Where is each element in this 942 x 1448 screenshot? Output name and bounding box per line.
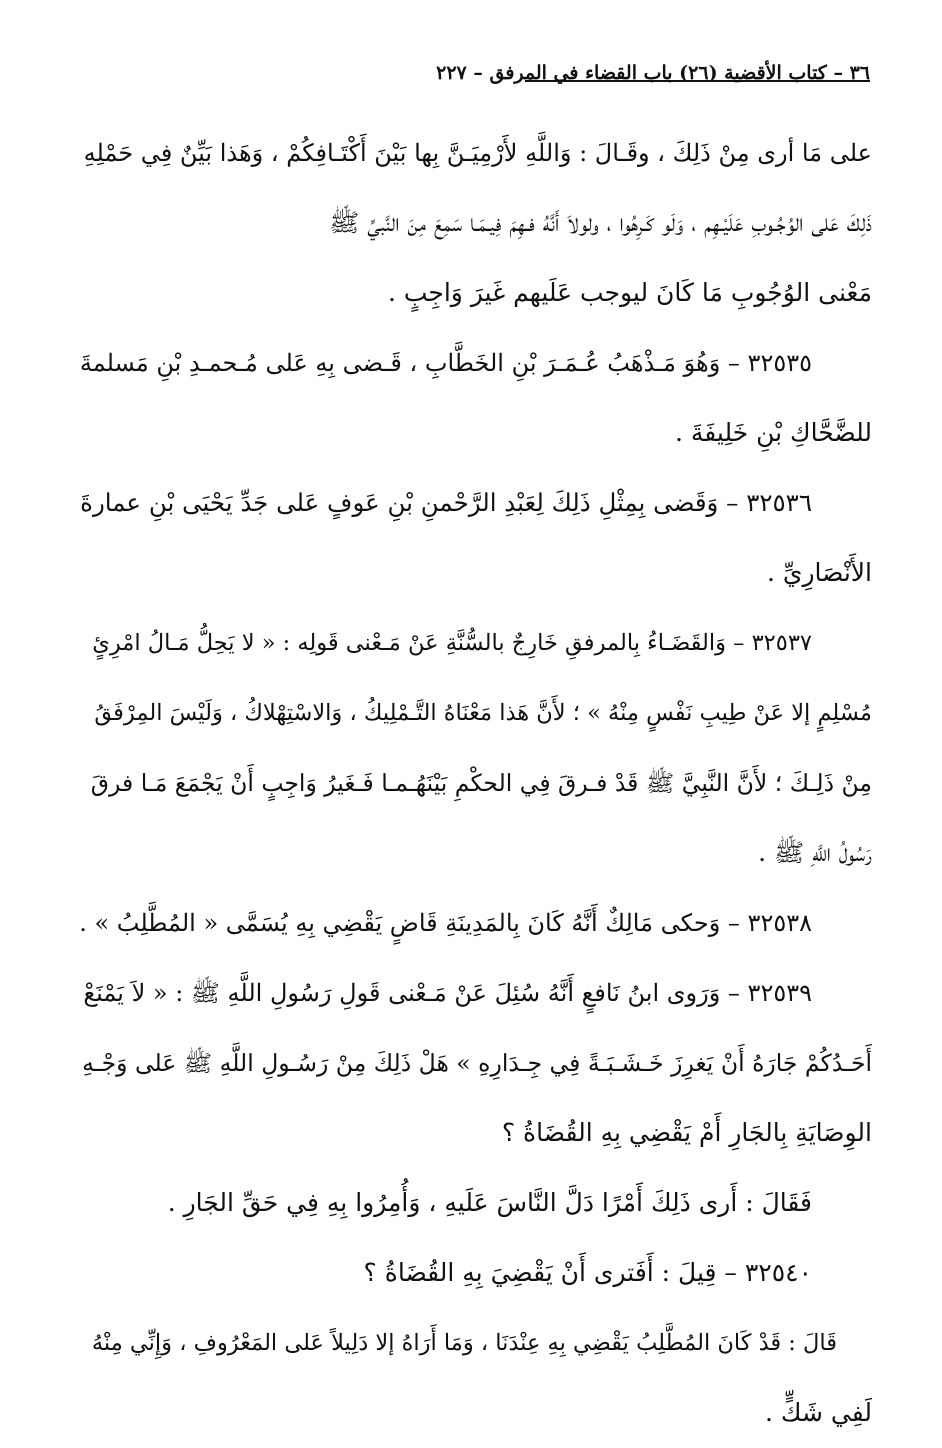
text-line: فَقَالَ : أَرى ذَلِكَ أَمْرًا دَلَّ النَّاسَ عَلَيهِ ، وَأُمِرُوا بِهِ فِي حَقِّ الجَارِ . xyxy=(167,1188,812,1217)
running-title: ٣٦ – كتاب الأقضية (٢٦) باب القضاء في المرفق – ٢٢٧ xyxy=(436,62,870,84)
paragraph-32539: ٣٢٥٣٩ – وَرَوى ابنُ نَافعٍ أَنَّهُ سُئِلَ عَنْ مَـعْنى قَولِ رَسُولِ اللَّهِ ﷺ : « لاَ يَمْنَعْ xyxy=(83,979,812,1007)
text-line: أَحَـدُكُمْ جَارَهُ أَنْ يَغرِزَ خَـشَـبَـةً فِي جِـدَارِهِ » هَلْ ذَلِكَ مِنْ رَسُـولِ اللَّهِ ﷺ عَلى وَجْـهِ xyxy=(82,1049,872,1077)
text-line: للضَّحَّاكِ بْنِ خَلِيفَةَ . xyxy=(674,418,872,447)
text-line: قَالَ : قَدْ كَانَ المُطَّلِبُ يَقْضِي بِهِ عِنْدَنَا ، وَمَا أَرَاهُ إلا دَلِيلاً عَلى المَعْرُوفِ ، وَإِنِّي مِنْهُ xyxy=(91,1330,837,1356)
text-line: رَسُولُ اللَّهِ ﷺ . xyxy=(758,838,872,867)
paragraph-32535: ٣٢٥٣٥ – وَهُوَ مَـذْهَبُ عُـمَـرَ بْنِ الخَطَّابِ ، قَـضى بِهِ عَلى مُـحمـدِ بْنِ مَسلمةَ xyxy=(79,349,812,377)
text-line: الوِصَايَةِ بِالجَارِ أَمْ يَقْضِي بِهِ القُضَاةُ ؟ xyxy=(501,1118,872,1147)
header-rule xyxy=(525,80,870,82)
body-text xyxy=(78,118,872,1448)
text-line: مِنْ ذَلِـكَ ؛ لأَنَّ النَّبِيَّ ﷺ قَدْ فـرقَ فِي الحكْمِ بَيْنَهُـمـا فَـغَيرُ وَاجِبٍ أَنْ يَجْمَعَ مَـا فرقَ xyxy=(90,769,872,797)
text-line: ذَلِكَ عَلى الوُجُـوبِ عَلَيْـهِم ، وَلَو كَـرِهُوا ، ولولاَ أَنَّهُ فـهِمَ فِيـمَـا سَمِعَ مِنَ النَّبيِّ ﷺ xyxy=(329,208,872,237)
text-line: لَفِي شَكٍّ . xyxy=(765,1398,872,1427)
text-line: الأَنْصَارِيِّ . xyxy=(767,558,872,587)
page-header xyxy=(70,62,870,94)
text-line: على مَا أرى مِنْ ذَلِكَ ، وقَـالَ : وَاللَّهِ لأَرْمِيَـنَّ بِها بَيْنَ أَكْتَـافِكُمْ ، وَهَذا بَيِّنٌ فِي حَمْلِهِ xyxy=(83,139,872,167)
paragraph-32540: ٣٢٥٤٠ – قِيلَ : أَفَترى أَنْ يَقْضِيَ بِهِ القُضَاةُ ؟ xyxy=(363,1258,812,1287)
text-line: مَعْنى الوُجُوبِ مَا كَانَ ليوجب عَلَيهم غَيرَ وَاجِبٍ . xyxy=(387,278,872,307)
paragraph-32538: ٣٢٥٣٨ – وَحكى مَالِكٌ أَنَّهُ كَانَ بِالمَدِينَةِ قَاضٍ يَقْضِي بِهِ يُسَمَّى « المُطَّلِبُ » . xyxy=(79,909,812,937)
paragraph-32537: ٣٢٥٣٧ – وَالقَضَـاءُ بِالمرفقِ خَارِجٌ بالسُّنَّةِ عَنْ مَـعْنى قَولِه : « لا يَحِلُّ مَـالُ امْرِئٍ xyxy=(92,630,812,656)
text-line: مُسْلِمٍ إلا عَنْ طِيبِ نَفْسٍ مِنْهُ » ؛ لأَنَّ هَذا مَعْنَاهُ التَّـمْلِيكُ ، وَالاسْتِهْلاكُ ، وَلَيْسَ المِرْفَقُ xyxy=(94,700,872,726)
paragraph-32536: ٣٢٥٣٦ – وَقَضى بِمِثْلِ ذَلِكَ لِعَبْدِ الرَّحْمنِ بْنِ عَوفٍ عَلى جَدِّ يَحْيَى بْنِ عمارةَ xyxy=(80,488,812,517)
